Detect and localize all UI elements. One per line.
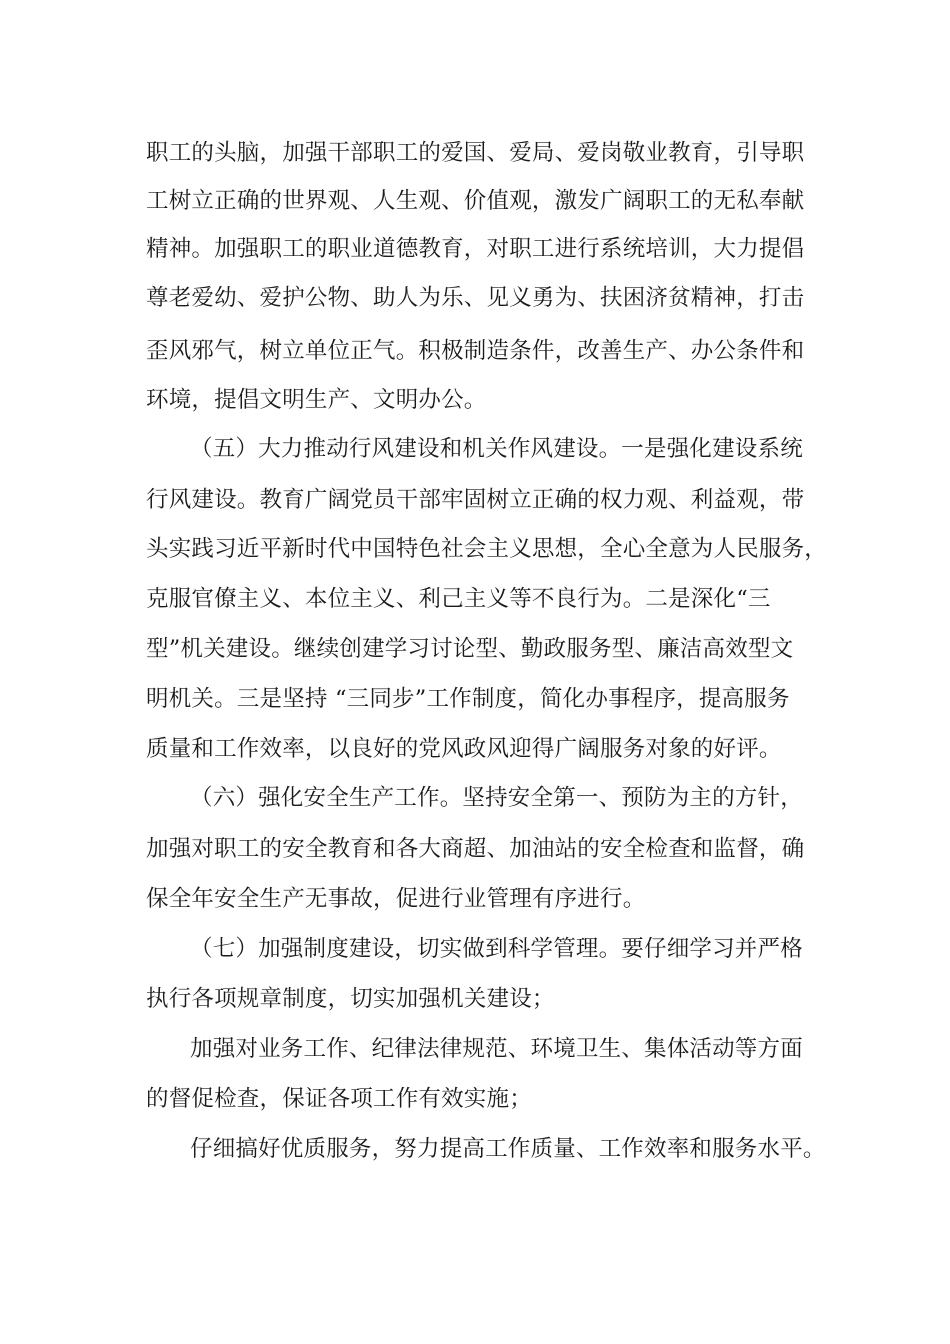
text-line: 加强对职工的安全教育和各大商超、加油站的安全检查和监督，确 <box>146 836 805 862</box>
text-line: 型”机关建设。继续创建学习讨论型、勤政服务型、廉洁高效型文 <box>146 636 794 662</box>
text-line: 的督促检查，保证各项工作有效实施； <box>146 1086 532 1112</box>
text-line: 工树立正确的世界观、人生观、价值观，激发广阔职工的无私奉献 <box>146 188 805 214</box>
text-line: 精神。加强职工的职业道德教育，对职工进行系统培训，大力提倡 <box>146 236 805 262</box>
text-line: 质量和工作效率，以良好的党风政风迎得广阔服务对象的好评。 <box>146 736 782 762</box>
text-line: 歪风邪气，树立单位正气。积极制造条件，改善生产、办公条件和 <box>146 338 805 364</box>
text-line: 头实践习近平新时代中国特色社会主义思想，全心全意为人民服务， <box>146 536 828 562</box>
paragraph-line: 仔细搞好优质服务，努力提高工作质量、工作效率和服务水平。 <box>190 1136 826 1162</box>
text-line: 明机关。三是坚持 “三同步”工作制度，简化办事程序，提高服务 <box>146 686 790 712</box>
text-line: 职工的头脑，加强干部职工的爱国、爱局、爱岗敬业教育，引导职 <box>146 140 805 166</box>
text-line: 行风建设。教育广阔党员干部牢固树立正确的权力观、利益观，带 <box>146 487 805 513</box>
paragraph-line: 加强对业务工作、纪律法律规范、环境卫生、集体活动等方面 <box>190 1036 803 1062</box>
text-line: 环境，提倡文明生产、文明办公。 <box>146 387 487 413</box>
paragraph-heading: （六）强化安全生产工作。坚持安全第一、预防为主的方针， <box>190 785 803 811</box>
text-line: 尊老爱幼、爱护公物、助人为乐、见义勇为、扶困济贫精神，打击 <box>146 285 805 311</box>
paragraph-heading: （五）大力推动行风建设和机关作风建设。一是强化建设系统 <box>190 436 803 462</box>
paragraph-heading: （七）加强制度建设，切实做到科学管理。要仔细学习并严格 <box>190 936 803 962</box>
text-line: 保全年安全生产无事故，促进行业管理有序进行。 <box>146 886 646 912</box>
text-line: 执行各项规章制度，切实加强机关建设； <box>146 986 555 1012</box>
text-line: 克服官僚主义、本位主义、利己主义等不良行为。二是深化“三 <box>146 586 771 612</box>
